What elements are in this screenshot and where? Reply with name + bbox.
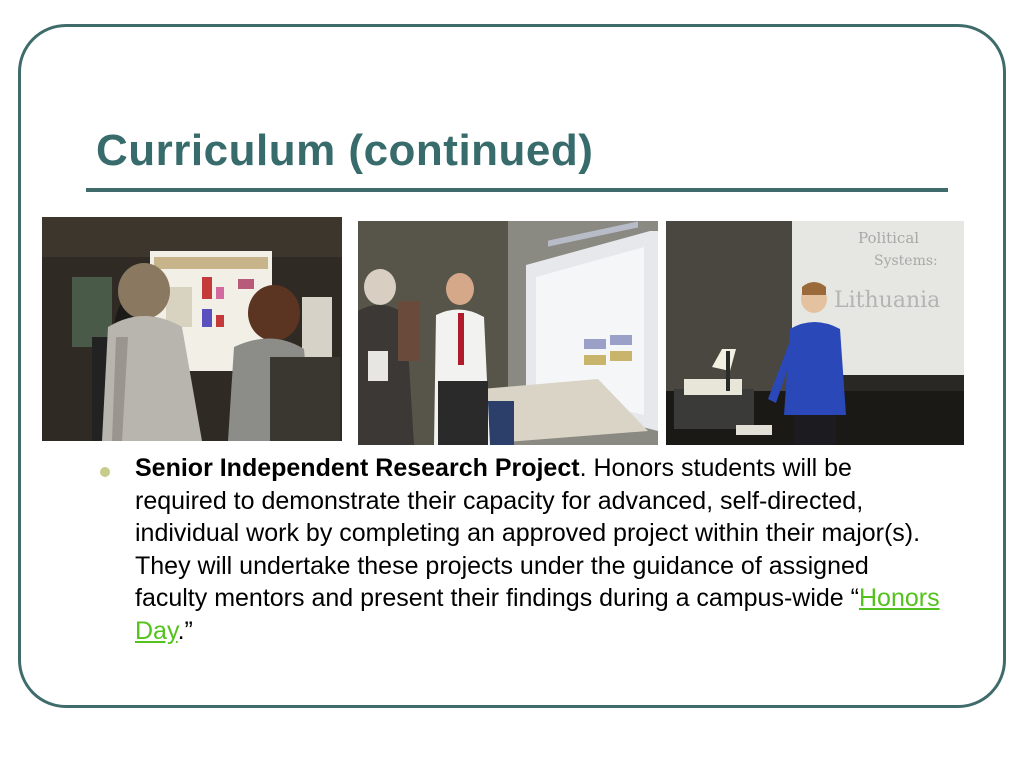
screen-word-2: Systems: <box>874 253 938 269</box>
bullet-paragraph <box>135 452 940 647</box>
presentation-photo <box>666 221 964 445</box>
bullet-lead: Senior Independent Research Project <box>135 454 580 482</box>
bullet-item <box>100 452 940 647</box>
screen-word-3: Lithuania <box>834 288 941 313</box>
title-underline <box>86 188 948 192</box>
honors-day-link[interactable]: Honors Day <box>135 584 940 645</box>
poster-session-photo <box>42 217 342 441</box>
bullet-body: . Honors students will be required to demonstrate their capacity for advanced, self-directed, individual work by completing an approved project within their major(s). They will undertake these projects under the guidance of assigned faculty mentors and present their findings during a campus-wide “ <box>135 454 921 612</box>
bullet-dot-icon <box>100 467 110 477</box>
slide-title: Curriculum (continued) <box>96 126 594 175</box>
bullet-tail: .” <box>177 616 193 645</box>
research-poster-photo <box>358 221 658 445</box>
screen-word-1: Political <box>858 229 920 247</box>
